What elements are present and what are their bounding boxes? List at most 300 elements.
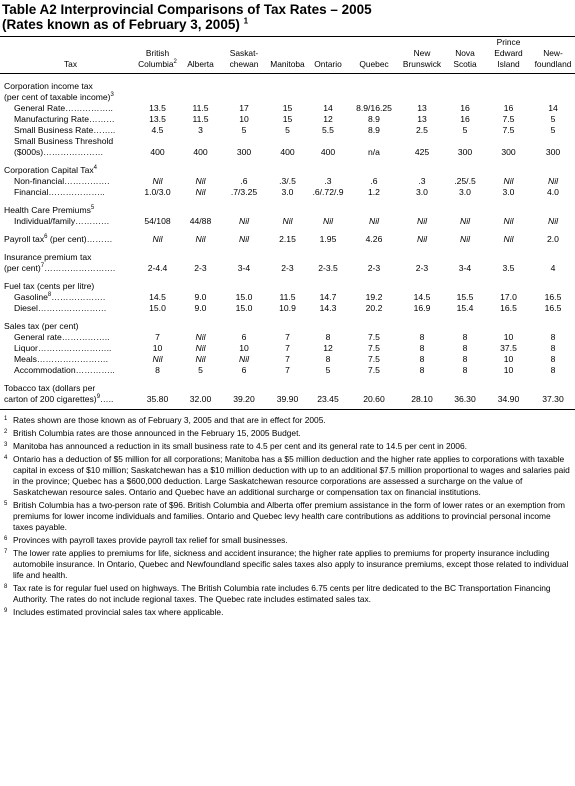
table-cell [348, 92, 400, 103]
footnote-number: 3 [4, 442, 8, 448]
column-header-province [221, 37, 267, 74]
table-cell: 37.5 [500, 343, 517, 353]
row-label: Insurance premium tax [4, 252, 92, 262]
footnote-number: 1 [4, 416, 8, 422]
table-cell [444, 92, 486, 103]
column-header-province [486, 37, 531, 74]
column-header-line [531, 37, 575, 48]
footnote-text: Rates shown are those known as of February 3, 2005 and that are in effect for 2005. [13, 415, 326, 425]
table-cell [221, 198, 267, 216]
table-cell: 300 [457, 147, 473, 157]
column-header-line [308, 37, 348, 48]
table-cell: 2-3 [367, 263, 381, 273]
row-label: Small Business Threshold [14, 136, 114, 146]
table-row [0, 103, 575, 114]
row-label: Gasoline$^8$………………. [14, 292, 106, 302]
table-cell [267, 198, 308, 216]
column-header-line: Quebec [359, 59, 389, 69]
column-header-line: Edward [494, 48, 523, 58]
table-row [0, 394, 575, 410]
table-cell: 3-4 [458, 263, 472, 273]
table-cell: 13 [417, 114, 427, 124]
table-row [0, 354, 575, 365]
table-cell: 10 [152, 343, 163, 353]
table-cell [267, 92, 308, 103]
table-cell: 7 [155, 332, 160, 342]
row-label: Meals……………………. [14, 354, 109, 364]
table-cell: 7.5 [368, 365, 380, 375]
table-cell: 16.5 [500, 303, 517, 313]
table-cell: 3.0 [416, 187, 428, 197]
footnote [4, 583, 571, 605]
table-cell: Nil [459, 234, 471, 244]
row-label: ($000s)………………… [14, 147, 104, 157]
column-header-line: New- [543, 48, 563, 58]
table-cell: 4.5 [151, 125, 164, 135]
table-cell [348, 245, 400, 263]
table-cell: 2-3 [194, 263, 207, 273]
table-cell: 7.5 [502, 114, 515, 124]
table-cell [180, 92, 221, 103]
table-cell [531, 74, 575, 93]
table-cell [221, 74, 267, 93]
table-row [0, 365, 575, 376]
row-label: Accommodation………….. [14, 365, 115, 375]
table-cell: Nil [195, 332, 206, 342]
table-cell: 17 [239, 103, 249, 113]
table-cell: 6 [241, 365, 247, 375]
table-cell [308, 74, 348, 93]
table-cell [444, 198, 486, 216]
table-cell: 13.5 [149, 103, 166, 113]
table-cell: 8 [462, 343, 468, 353]
footnote-number: 8 [4, 584, 8, 590]
table-cell: 16 [460, 103, 470, 113]
table-cell [444, 274, 486, 292]
row-label: (per cent)$^7$……………………. [4, 263, 116, 273]
table-cell: Nil [238, 216, 250, 226]
table-cell [444, 74, 486, 93]
table-cell: 5 [325, 365, 331, 375]
table-cell [531, 92, 575, 103]
table-cell [267, 376, 308, 394]
table-cell: 15.0 [235, 303, 253, 313]
footnote-text: Includes estimated provincial sales tax where applicable. [13, 607, 224, 617]
table-cell [180, 314, 221, 332]
table-cell [180, 198, 221, 216]
table-cell: 3.0 [281, 187, 294, 197]
table-cell: 23.45 [308, 394, 348, 410]
tax-rates-table [0, 37, 575, 410]
table-cell: 7 [285, 343, 290, 353]
table-cell [180, 274, 221, 292]
table-cell: Nil [152, 234, 163, 244]
table-cell: 8 [419, 332, 425, 342]
table-cell: 5 [550, 114, 556, 124]
table-cell: 3 [198, 125, 203, 135]
row-label: Corporation Capital Tax$^4$ [4, 165, 97, 175]
footnote-number: 7 [4, 549, 8, 555]
table-cell: 2.15 [279, 234, 296, 244]
table-cell [348, 158, 400, 176]
table-cell: 2.0 [547, 234, 559, 244]
table-row [0, 198, 575, 216]
footnote-text: Provinces with payroll taxes provide payroll tax relief for small businesses. [13, 535, 288, 545]
column-header-line [267, 37, 308, 48]
table-cell [267, 314, 308, 332]
row-label: Fuel tax (cents per litre) [4, 281, 95, 291]
footnote [4, 454, 571, 498]
title-line-2: (Rates known as of February 3, 2005) $^1$ [2, 16, 249, 32]
table-row [0, 92, 575, 103]
table-cell: 300 [236, 147, 252, 157]
table-cell [135, 92, 180, 103]
table-cell: Nil [195, 176, 206, 186]
column-header-line: New [413, 48, 431, 58]
row-label: Liquor…………………….. [14, 343, 112, 353]
table-cell: 1.0/3.0 [144, 187, 171, 197]
table-cell: 12 [323, 114, 333, 124]
row-label: Tobacco tax (dollars per [4, 383, 96, 393]
column-header-line [135, 37, 180, 48]
table-cell [400, 314, 444, 332]
table-row [0, 376, 575, 394]
table-cell: 5 [550, 125, 556, 135]
row-label: (per cent of taxable income)$^3$ [4, 92, 114, 102]
column-header-line [267, 48, 308, 59]
table-cell: .6 [240, 176, 248, 186]
table-cell: 20.2 [365, 303, 383, 313]
table-cell: Nil [282, 216, 293, 226]
table-cell [221, 314, 267, 332]
table-row [0, 136, 575, 147]
footnote [4, 607, 571, 618]
table-cell: 8 [155, 365, 160, 375]
table-cell: 14.5 [413, 292, 431, 302]
table-cell [221, 245, 267, 263]
column-header-province [348, 37, 400, 74]
table-cell [531, 376, 575, 394]
table-cell: 10 [503, 365, 514, 375]
table-cell: 425 [414, 147, 430, 157]
table-cell: 20.60 [348, 394, 400, 410]
table-row [0, 114, 575, 125]
table-cell [221, 376, 267, 394]
table-cell [444, 376, 486, 394]
column-header-line [308, 48, 348, 59]
table-cell [348, 376, 400, 394]
table-cell: 11.5 [192, 114, 209, 124]
table-cell [400, 245, 444, 263]
table-cell [531, 136, 575, 147]
table-cell [221, 158, 267, 176]
table-cell: 4.0 [547, 187, 559, 197]
table-cell [180, 245, 221, 263]
table-cell [135, 274, 180, 292]
footnote [4, 548, 571, 581]
table-cell: 400 [280, 147, 295, 157]
row-label: Sales tax (per cent) [4, 321, 79, 331]
table-cell [267, 74, 308, 93]
table-cell: 8 [462, 354, 468, 364]
column-header-line [221, 37, 267, 48]
table-cell: 5.5 [322, 125, 334, 135]
column-header-line [400, 37, 444, 48]
column-header-line [348, 37, 400, 48]
table-cell [444, 136, 486, 147]
table-cell: 10.9 [279, 303, 296, 313]
table-cell [308, 92, 348, 103]
table-row [0, 158, 575, 176]
table-cell [308, 274, 348, 292]
table-cell [135, 158, 180, 176]
table-cell: 300 [545, 147, 561, 157]
row-label: Health Care Premiums$^5$ [4, 205, 95, 215]
table-cell [444, 158, 486, 176]
table-cell [221, 92, 267, 103]
table-cell: 5 [285, 125, 290, 135]
table-cell: 32.00 [180, 394, 221, 410]
table-cell: Nil [547, 216, 559, 226]
table-row [0, 187, 575, 198]
table-cell: Nil [195, 343, 206, 353]
column-header-line [444, 37, 486, 48]
table-cell [531, 245, 575, 263]
table-cell [444, 314, 486, 332]
table-cell [308, 314, 348, 332]
table-cell: 28.10 [400, 394, 444, 410]
table-cell: 400 [193, 147, 208, 157]
column-header-line [180, 48, 221, 59]
table-cell [180, 136, 221, 147]
table-cell [531, 314, 575, 332]
table-cell: 8.9 [368, 125, 380, 135]
table-cell: 15 [282, 103, 293, 113]
table-cell [308, 136, 348, 147]
table-cell: 10 [503, 354, 514, 364]
column-header-line: Ontario [314, 59, 342, 69]
table-cell: 3-4 [237, 263, 251, 273]
footnote-text: Ontario has a deduction of $5 million for all corporations; Manitoba has a $5 million deduction and the higher rate applies to corporations with taxable capital in excess of $10 million; Saskatchewan has a $10 million deduction with up to an additional $7.5 million proportional to wages and salaries paid in the province; Quebec has a $600,000 deduction. Large Saskatchewan resource corporations are assessed a surcharge on the value of Saskatchewan resource sales. Ontario and Quebec have an additional surcharge or compensation tax on financial institutions. [13, 454, 570, 497]
table-cell: 8.9 [368, 114, 380, 124]
footnote-text: British Columbia has a two-person rate of $96. British Columbia and Alberta offer premium assistance in the form of lower rates or an exemption from premiums for lower income individuals and families. Ontario and Quebec levy health care contributions as additions to provincial personal income taxes payable. [13, 500, 565, 532]
row-label: Manufacturing Rate……… [14, 114, 115, 124]
table-cell: 8 [419, 343, 425, 353]
row-label: Financial……………….. [14, 187, 105, 197]
footnote-text: Manitoba has announced a reduction in its small business rate to 4.5 per cent and its general rate to 14.5 per cent in 2006. [13, 441, 467, 451]
table-cell: 16 [460, 114, 470, 124]
footnote [4, 428, 571, 439]
row-label: Individual/family………… [14, 216, 110, 226]
table-cell: 400 [320, 147, 336, 157]
table-cell [135, 136, 180, 147]
table-cell: 13.5 [149, 114, 166, 124]
table-cell [135, 74, 180, 93]
table-cell: 7 [285, 365, 290, 375]
table-cell: Nil [195, 234, 206, 244]
table-cell [135, 245, 180, 263]
table-cell: Nil [152, 176, 163, 186]
column-header-line: foundland [534, 59, 572, 69]
table-cell [180, 158, 221, 176]
table-cell: 14.5 [149, 292, 166, 302]
table-cell: 2-3 [415, 263, 429, 273]
footnote-number: 4 [4, 455, 8, 461]
table-cell [531, 158, 575, 176]
table-cell: 8 [550, 332, 556, 342]
column-header-province [444, 37, 486, 74]
row-label: carton of 200 cigarettes)$^9$….. [0, 394, 135, 410]
table-cell: 16.5 [544, 292, 562, 302]
table-cell [135, 376, 180, 394]
column-header-line: British [145, 48, 170, 58]
table-cell [486, 198, 531, 216]
table-cell [348, 74, 400, 93]
table-cell: Nil [238, 354, 250, 364]
table-cell [444, 245, 486, 263]
table-cell: 5 [241, 125, 247, 135]
table-row [0, 274, 575, 292]
table-cell: 35.80 [135, 394, 180, 410]
footnote-number: 2 [4, 429, 8, 435]
table-cell: 8 [550, 343, 556, 353]
table-row [0, 263, 575, 274]
table-cell: 2-3.5 [318, 263, 338, 273]
table-cell [221, 274, 267, 292]
table-cell [486, 136, 531, 147]
table-cell: 11.5 [192, 103, 209, 113]
table-cell: 16.9 [413, 303, 431, 313]
column-header-line: Nova [455, 48, 475, 58]
table-cell: 8 [550, 354, 556, 364]
table-cell [486, 158, 531, 176]
column-header-line: Island [497, 59, 520, 69]
table-cell: 3.0 [502, 187, 515, 197]
table-cell: .3 [418, 176, 426, 186]
table-cell [267, 136, 308, 147]
table-cell: n/a [368, 147, 380, 157]
table-cell [348, 274, 400, 292]
table-cell: 16.5 [544, 303, 562, 313]
table-cell: 15.0 [149, 303, 166, 313]
table-cell [486, 92, 531, 103]
column-header-line [180, 37, 221, 48]
table-cell [486, 314, 531, 332]
table-row [0, 227, 575, 245]
table-cell [180, 376, 221, 394]
table-cell [308, 158, 348, 176]
table-row [0, 314, 575, 332]
row-label: Non-financial……………. [14, 176, 110, 186]
table-cell [267, 274, 308, 292]
footnote-number: 6 [4, 536, 8, 542]
table-cell: 44/88 [189, 216, 212, 226]
table-cell: 19.2 [365, 292, 383, 302]
table-cell: 9.0 [194, 303, 207, 313]
table-row [0, 332, 575, 343]
table-cell: 4.26 [365, 234, 383, 244]
table-cell: 6 [241, 332, 247, 342]
table-cell: 1.2 [368, 187, 380, 197]
table-cell: 12 [323, 343, 333, 353]
column-header-province [531, 37, 575, 74]
row-label: General rate…………….. [14, 332, 110, 342]
table-cell: 8.9/16.25 [356, 103, 392, 113]
column-header-line: Alberta [187, 59, 214, 69]
table-cell [531, 274, 575, 292]
table-cell: 8 [419, 365, 425, 375]
table-cell: 8 [462, 332, 468, 342]
table-row [0, 216, 575, 227]
table-cell [180, 74, 221, 93]
table-cell: 10 [239, 343, 249, 353]
table-cell: 5 [198, 365, 203, 375]
table-row [0, 74, 575, 93]
table-cell: Nil [416, 216, 428, 226]
table-cell: 8 [325, 354, 331, 364]
column-header-line: Brunswick [402, 59, 442, 69]
table-cell: Nil [368, 216, 380, 226]
column-header-province [308, 37, 348, 74]
table-cell [400, 92, 444, 103]
footnote [4, 500, 571, 533]
table-row [0, 125, 575, 136]
row-label: Payroll tax$^6$ (per cent)……… [4, 234, 113, 244]
table-cell: 7.5 [502, 125, 515, 135]
table-cell: 7.5 [368, 343, 380, 353]
table-cell: 2.5 [416, 125, 428, 135]
table-cell: 11.5 [279, 292, 296, 302]
footnotes [0, 410, 575, 618]
row-label: Diesel…………………… [14, 303, 107, 313]
table-cell [308, 245, 348, 263]
row-label: Small Business Rate…….. [14, 125, 116, 135]
column-header-line: Prince [496, 37, 521, 47]
table-cell: 37.30 [531, 394, 575, 410]
table-cell: 8 [550, 365, 556, 375]
column-header-line: Scotia [453, 59, 477, 69]
table-cell: Nil [238, 234, 250, 244]
table-cell: 39.20 [221, 394, 267, 410]
table-row [0, 176, 575, 187]
table-cell [267, 158, 308, 176]
table-cell: Nil [459, 216, 471, 226]
column-header-line: chewan [229, 59, 259, 69]
table-cell: 14.7 [319, 292, 337, 302]
table-cell [400, 198, 444, 216]
table-row [0, 303, 575, 314]
table-row [0, 292, 575, 303]
table-cell [400, 274, 444, 292]
footnote-text: Tax rate is for regular fuel used on highways. The British Columbia rate includes 6.75 cents per litre dedicated to the BC Transportation Financing Authority. The rates do not include regional taxes. The Quebec rate includes estimated sales tax. [13, 583, 551, 604]
table-row [0, 147, 575, 158]
table-row [0, 245, 575, 263]
footnote-text: British Columbia rates are those announced in the February 15, 2005 Budget. [13, 428, 301, 438]
column-header-line: Manitoba [270, 59, 305, 69]
table-cell: Nil [503, 176, 514, 186]
table-cell [348, 198, 400, 216]
table-cell: Nil [416, 234, 428, 244]
table-cell: 39.90 [267, 394, 308, 410]
table-cell: 13 [417, 103, 427, 113]
table-cell: 10 [503, 332, 514, 342]
table-cell: .6/.72/.9 [312, 187, 344, 197]
table-cell: 15.0 [235, 292, 253, 302]
footnote [4, 441, 571, 452]
footnote [4, 415, 571, 426]
table-cell [308, 376, 348, 394]
table-cell: 2-3 [281, 263, 294, 273]
